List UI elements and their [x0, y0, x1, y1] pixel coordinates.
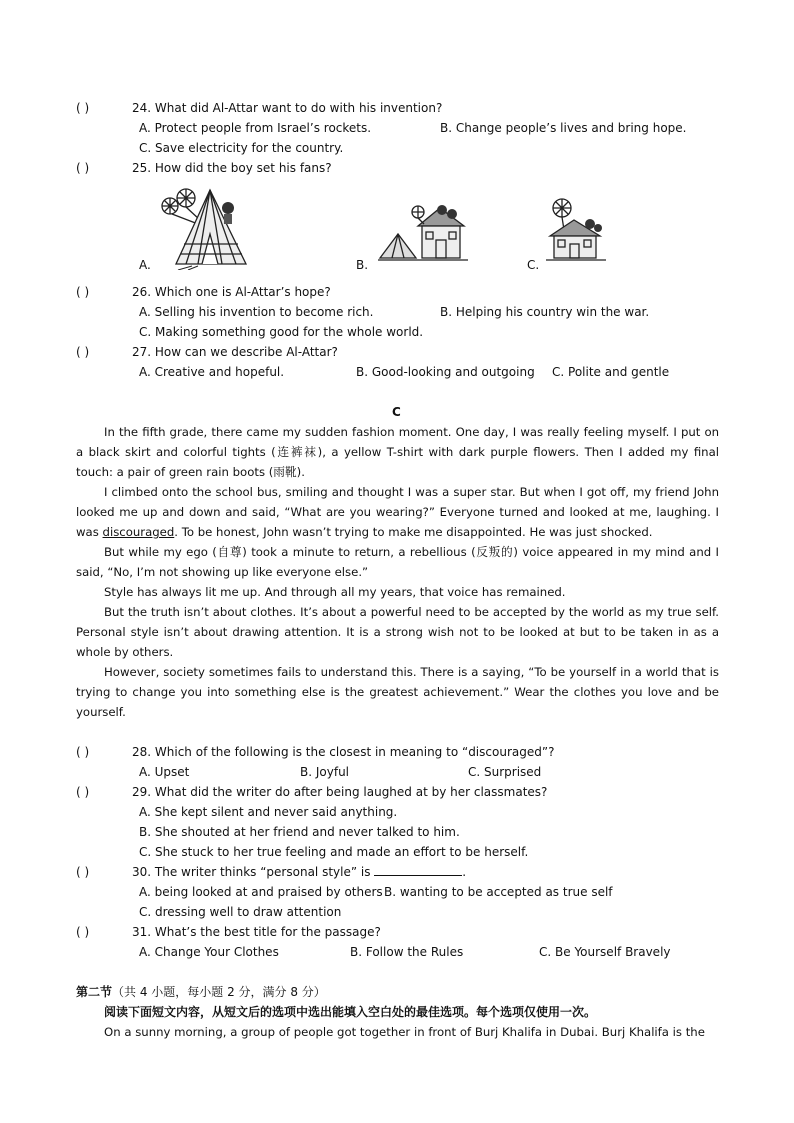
picture-b-label: B. — [356, 258, 369, 272]
question-27 — [76, 344, 338, 360]
option-c: C. Save electricity for the country. — [139, 141, 344, 155]
paragraph-1: In the fifth grade, there came my sudden fashion moment. One day, I was really feeling myself. I put on a black skirt and colorful tights (连裤袜), a yellow T-shirt with dark purple flowers. Then I added my final touch: a pair of green rain boots (雨靴). — [76, 425, 719, 479]
option-c: C. She stuck to her true feeling and made an effort to be herself. — [139, 845, 529, 859]
option-c: C. Polite and gentle — [552, 365, 670, 379]
question-text: 25. How did the boy set his fans? — [132, 161, 332, 175]
question-text: 29. What did the writer do after being laughed at by her classmates? — [132, 785, 548, 799]
question-text: 24. What did Al-Attar want to do with his invention? — [132, 101, 443, 115]
answer-paren[interactable]: ( ) — [76, 161, 90, 175]
answer-paren[interactable]: ( ) — [76, 865, 90, 879]
option-b: B. She shouted at her friend and never talked to him. — [139, 825, 460, 839]
question-30: ( ) 30. The writer thinks “personal style” is . — [76, 865, 467, 879]
question-text: 27. How can we describe Al-Attar? — [132, 345, 338, 359]
paragraph-3: But while my ego (自尊) took a minute to return, a rebellious (反叛的) voice appeared in my mind and I said, “No, I’m not showing up like everyone else.” — [76, 545, 719, 579]
question-text: 30. The writer thinks “personal style” is — [132, 865, 371, 879]
question-text: 26. Which one is Al-Attar’s hope? — [132, 285, 331, 299]
section-2-header — [76, 984, 326, 1000]
option-a: A. Change Your Clothes — [139, 945, 279, 959]
option-c: C. dressing well to draw attention — [139, 905, 342, 919]
option-a: A. Protect people from Israel’s rockets. — [139, 121, 372, 135]
option-c: C. Surprised — [468, 765, 542, 779]
section-instruction: 阅读下面短文内容，从短文后的选项中选出能填入空白处的最佳选项。每个选项仅使用一次。 — [104, 1005, 597, 1019]
answer-paren[interactable]: ( ) — [76, 345, 90, 359]
picture-a-label: A. — [139, 258, 151, 272]
section-note: （共 4 小题，每小题 2 分，满分 8 分） — [112, 985, 326, 999]
tent-with-fans-picture — [158, 184, 250, 270]
paragraph-6: However, society sometimes fails to understand this. There is a saying, “To be yourself in a world that is trying to change you into something else is the greatest achievement.” Wear the clothes you love and be yourself. — [76, 665, 719, 719]
passage-heading: C — [392, 405, 401, 419]
option-b: B. Follow the Rules — [350, 945, 464, 959]
answer-blank[interactable] — [374, 864, 462, 876]
option-a: A. Upset — [139, 765, 190, 779]
paragraph-5: But the truth isn’t about clothes. It’s about a powerful need to be accepted by the world as my true self. Personal style isn’t about drawing attention. It is a strong wish not to be looked at but to be taken in as a whole by others. — [76, 605, 719, 659]
passage-first-line: On a sunny morning, a group of people got together in front of Burj Khalifa in Dubai. Burj Khalifa is the — [104, 1025, 705, 1039]
section-2-passage — [76, 1022, 719, 1042]
picture-c-label: C. — [527, 258, 540, 272]
question-24 — [76, 100, 442, 116]
question-31 — [76, 924, 381, 940]
section-title: 第二节 — [76, 985, 113, 999]
answer-paren[interactable]: ( ) — [76, 925, 90, 939]
answer-paren[interactable]: ( ) — [76, 745, 90, 759]
house-with-roof-fan-picture — [546, 196, 606, 262]
answer-paren[interactable]: ( ) — [76, 785, 90, 799]
option-b: B. Good-looking and outgoing — [356, 365, 535, 379]
underlined-word: discouraged — [102, 525, 175, 539]
option-a: A. Creative and hopeful. — [139, 365, 285, 379]
answer-paren[interactable]: ( ) — [76, 101, 90, 115]
question-26 — [76, 284, 331, 300]
option-c: C. Making something good for the whole world. — [139, 325, 424, 339]
option-c: C. Be Yourself Bravely — [539, 945, 671, 959]
option-a: A. She kept silent and never said anything. — [139, 805, 398, 819]
answer-paren[interactable]: ( ) — [76, 285, 90, 299]
option-b: B. Helping his country win the war. — [440, 305, 650, 319]
option-b: B. Joyful — [300, 765, 350, 779]
option-b: B. wanting to be accepted as true self — [384, 885, 613, 899]
paragraph-4: Style has always lit me up. And through all my years, that voice has remained. — [104, 585, 566, 599]
tent-and-house-picture — [378, 198, 468, 262]
question-text: 31. What’s the best title for the passage? — [132, 925, 381, 939]
question-29 — [76, 784, 547, 800]
option-a: A. being looked at and praised by others — [139, 885, 383, 899]
paragraph-2: I climbed onto the school bus, smiling and thought I was a super star. But when I got off, my friend John looked me up and down and said, “What are you wearing?” Everyone turned and looked at me, laughing. I was discouraged. To be honest, John wasn’t trying to make me disappointed. He was just shocked. — [76, 485, 719, 539]
option-b: B. Change people’s lives and bring hope. — [440, 121, 687, 135]
question-25 — [76, 160, 332, 176]
question-text: 28. Which of the following is the closest in meaning to “discouraged”? — [132, 745, 555, 759]
option-a: A. Selling his invention to become rich. — [139, 305, 374, 319]
question-28 — [76, 744, 554, 760]
passage-c — [76, 422, 719, 722]
